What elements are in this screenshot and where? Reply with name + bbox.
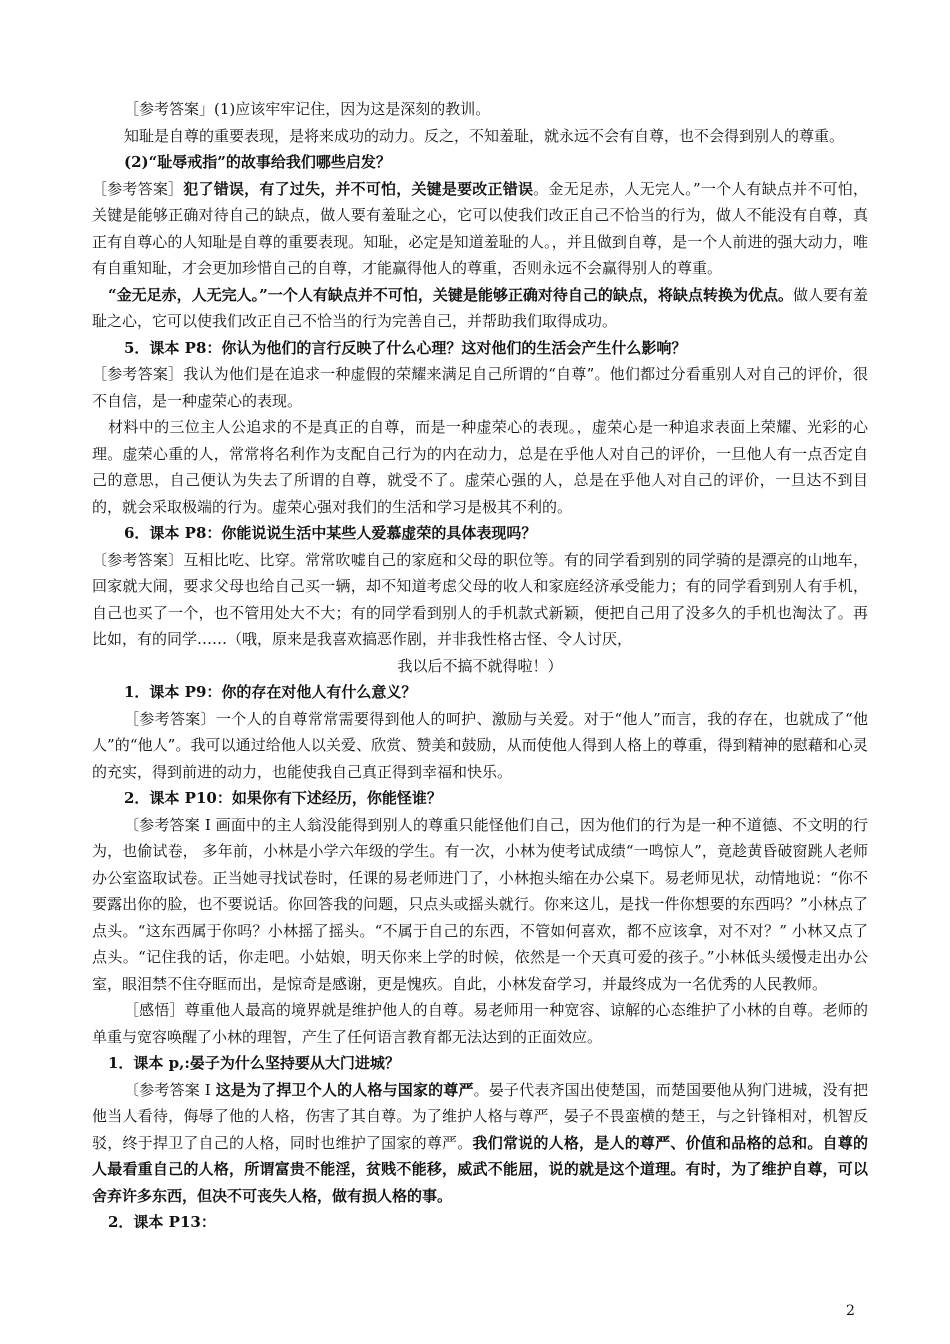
question-heading: 1．课本 P9：你的存在对他人有什么意义？	[124, 683, 417, 701]
answer-paragraph: ［参考答案」(1)应该牢牢记住，因为这是深刻的教训。	[124, 100, 491, 118]
body-text: 做人要有羞耻之心，它可以使我们改正自己不恰当的行为完善自己，并帮助我们取得成功。	[92, 285, 868, 330]
question-heading: 2．课本 P13：	[108, 1213, 216, 1231]
question-heading: 5．课本 P8：你认为他们的言行反映了什么心理？这对他们的生活会产生什么影响？	[124, 338, 687, 357]
question-heading: 2．课本 P10：如果你有下述经历，你能怪谁？	[124, 789, 442, 807]
answer-paragraph: 〔参考答案 I 画面中的主人翁没能得到别人的尊重只能怪他们自己，因为他们的行为是一种不道德、不文明的行为，也偷试卷， 多年前，小林是小学六年级的学生。有一次，小林为使考试成绩“一鸣惊人”，竟趁黄昏破窗跳人老师办公室盗取试卷。正当她寻找试卷时，任课的易老师进门了，小林抱头缩在办公桌下。易老师见状，动情地说：“你不要露出你的脸，也不要说话。你回答我的问题，只点头或摇头就行。你来这儿，是找一件你想要的东西吗？”小林点了点头。“这东西属于你吗？小林摇了摇头。“不属于自己的东西，不管如何喜欢，都不应该拿，对不对？” 小林又点了点头。“记住我的话，你走吧。小姑娘，明天你来上学的时候，依然是一个天真可爱的孩子。”小林低头缓慢走出办公室，眼泪禁不住夺眶而出，是惊奇是感谢，更是愧疚。自此，小林发奋学习，并最终成为一名优秀的人民教师。	[92, 815, 868, 993]
body-paragraph	[92, 282, 868, 335]
answer-key-phrase: 犯了错误，有了过失，并不可怕，关键是要改正错误	[183, 179, 534, 198]
answer-paragraph	[92, 176, 868, 282]
answer-label: ［参考答案］	[92, 179, 184, 198]
emphasis-text: “金无足赤，人无完人。”一个人有缺点并不可怕，关键是能够正确对待自己的缺点，将缺点转换为优点。	[108, 285, 793, 304]
answer-paragraph: ［参考答案〕一个人的自尊常常需要得到他人的呵护、激励与关爱。对于“他人”而言，我的存在，也就成了“他人”的“他人”。我可以通过给他人以关爱、欣赏、赞美和鼓励，从而使他人得到人格上的尊重，得到精神的慰藉和心灵的充实，得到前进的动力，也能使我自己真正得到幸福和快乐。	[92, 709, 868, 781]
answer-key-phrase: 这是为了捍卫个人的人格与国家的尊严	[215, 1080, 474, 1099]
question-heading: 6．课本 P8：你能说说生活中某些人爱慕虚荣的具体表现吗？	[124, 524, 537, 542]
answer-label: 〔参考答案 I	[124, 1080, 216, 1099]
body-paragraph: 知耻是自尊的重要表现，是将来成功的动力。反之，不知羞耻，就永远不会有自尊，也不会得到别人的尊重。	[124, 126, 845, 145]
emphasis-text: 我们常说的人格，是人的尊严、价值和品格的总和。自尊的人最看重自己的人格，所谓富贵不能淫，贫贱不能移，威武不能屈，说的就是这个道理。有时，为了维护自尊，可以舍弃许多东西，但决不可丧失人格，做有损人格的事。	[92, 1133, 868, 1205]
insight-paragraph: ［感悟］尊重他人最高的境界就是维护他人的自尊。易老师用一种宽容、谅解的心态维护了小林的自尊。老师的单重与宽容唤醒了小林的理智，产生了任何语言教育都无法达到的正面效应。	[92, 1001, 868, 1046]
document-body	[92, 96, 868, 1236]
answer-paragraph: ［参考答案］我认为他们是在追求一种虚假的荣耀来满足自己所谓的“自尊”。他们都过分看重别人对自己的评价，很不自信，是一种虚荣心的表现。	[92, 365, 868, 410]
question-heading: 1．课本 p,:晏子为什么坚持要从大门进城？	[108, 1054, 400, 1072]
answer-paragraph: 〔参考答案〕互相比吃、比穿。常常吹嘘自己的家庭和父母的职位等。有的同学看到别的同学骑的是漂亮的山地车，回家就大闹，要求父母也给自己买一辆，却不知道考虑父母的收人和家庭经济承受能力；有的同学看到别人有手机，自己也买了一个，也不管用处大不大；有的同学看到别人的手机款式新颖，便把自己用了没多久的手机也淘汰了。再比如，有的同学……（哦，原来是我喜欢搞恶作剧，并非我性格古怪、令人讨厌，	[92, 550, 868, 648]
page-number: 2	[846, 1303, 855, 1319]
body-paragraph: 材料中的三位主人公追求的不是真正的自尊，而是一种虚荣心的表现。，虚荣心是一种追求表面上荣耀、光彩的心理。虚荣心重的人，常常将名利作为支配自己行为的内在动力，总是在乎他人对自己的评价，一旦他人有一点否定自己的意思，自己便认为失去了所谓的自尊，就受不了。虚荣心强的人，总是在乎他人对自己的评价，一旦达不到目的，就会采取极端的行为。虚荣心强对我们的生活和学习是极其不利的。	[92, 418, 868, 516]
question-heading: (2)“耻辱戒指”的故事给我们哪些启发？	[124, 153, 391, 171]
answer-paragraph	[92, 1077, 868, 1210]
answer-paragraph-end: 我以后不搞不就得啦！）	[397, 656, 563, 675]
answer-text: 。金无足赤，人无完人。”一个人有缺点并不可怕，关键是能够正确对待自己的缺点，做人要有羞耻之心，它可以使我们改正自己不恰当的行为，做人不能没有自尊，真正有自尊心的人知耻是自尊的重要表现。知耻，必定是知道羞耻的人。，并且做到自尊，是一个人前进的强大动力，唯有自重知耻，才会更加珍惜自己的自尊，才能赢得他人的尊重，否则永远不会赢得别人的尊重。	[92, 179, 868, 277]
answer-text: 。晏子代表齐国出使楚国，而楚国要他从狗门进城，没有把他当人看待，侮辱了他的人格，伤害了其自尊。为了维护人格与尊严，晏子不畏蛮横的楚王，与之针锋相对，机智反驳，终于捍卫了自己的人格，同时也维护了国家的尊严。	[92, 1080, 868, 1152]
